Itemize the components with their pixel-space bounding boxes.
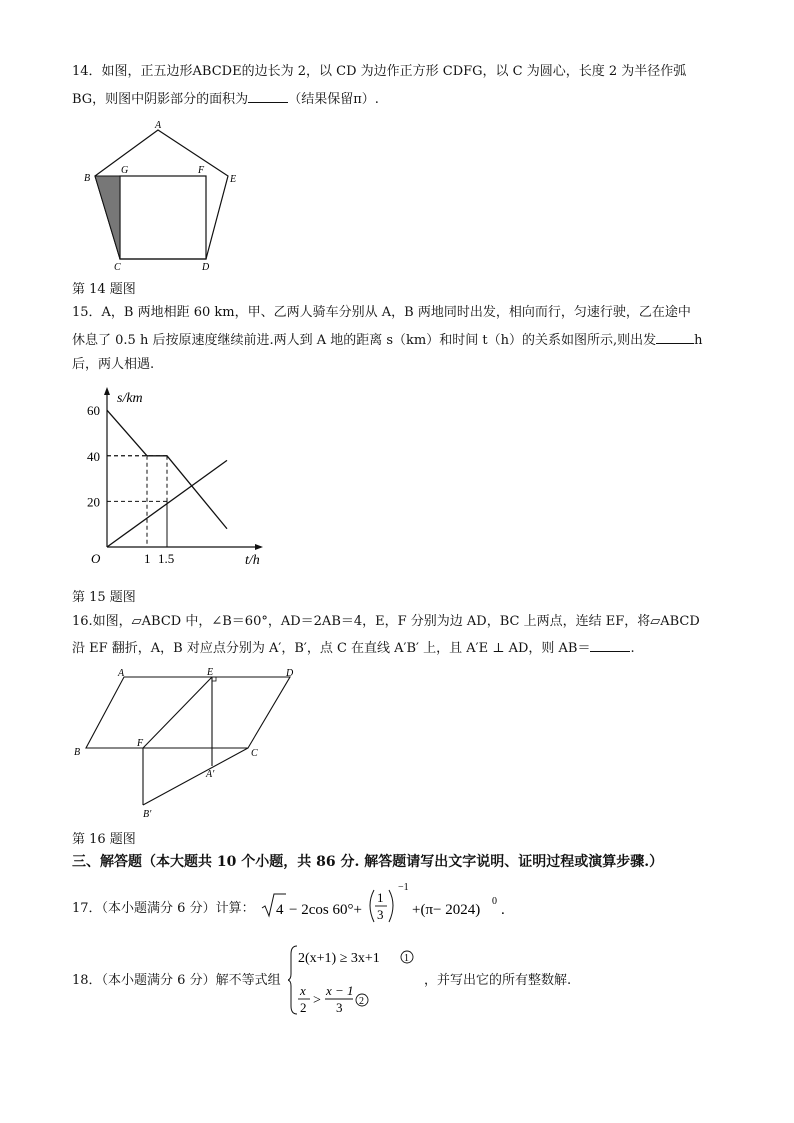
q17-term-cos: − 2cos 60°+ <box>289 902 362 918</box>
q15-caption: 第 15 题图 <box>72 590 136 605</box>
parallelogram-abcd <box>86 677 290 748</box>
q16-line1: 16.如图，▱ABCD 中，∠B＝60°，AD＝2AB＝4，E，F 分别为边 AD，BC 上两点，连结 EF，将▱ABCD <box>72 614 700 629</box>
label-D: D <box>286 668 294 679</box>
q16-line2 <box>72 638 635 658</box>
q14-line2 <box>72 89 379 109</box>
ineq2-gt: > <box>313 993 321 1008</box>
label-E: E <box>207 667 214 678</box>
circled-1-label: 1 <box>404 953 409 964</box>
q17-term-4: 4 <box>276 902 284 918</box>
answer-blank-q14 <box>248 89 288 103</box>
section-3-title: 三、解答题（本大题共 10 个小题，共 86 分. 解答题请写出文字说明、证明过程或演算步骤.） <box>72 854 664 870</box>
y-tick-label: 60 <box>87 403 100 419</box>
y-tick-label: 40 <box>87 448 100 464</box>
q17-prefix: 17．（本小题满分 6 分）计算： <box>72 901 255 916</box>
q16-line2-after: . <box>630 641 635 656</box>
x-axis-arrow <box>255 544 263 550</box>
y-tick-label: 20 <box>87 494 100 510</box>
y-axis-arrow <box>104 387 110 395</box>
label-A: A <box>155 120 162 131</box>
answer-blank-q16 <box>590 638 630 652</box>
label-F: F <box>137 738 144 749</box>
left-brace <box>288 946 297 1014</box>
q18-suffix: ，并写出它的所有整数解. <box>424 973 572 988</box>
segment-b2c <box>143 748 248 805</box>
q14-line2-before: BG，则图中阴影部分的面积为 <box>72 92 249 107</box>
q14-line1: 14．如图，正五边形ABCDE的边长为 2，以 CD 为边作正方形 CDFG，以 C 为圆心，长度 2 为半径作弧 <box>72 64 687 79</box>
ineq2-num-left: x <box>300 983 306 998</box>
label-A-prime: A′ <box>206 769 215 780</box>
label-B: B <box>84 173 91 184</box>
label-B-prime: B′ <box>143 809 152 820</box>
label-D: D <box>202 262 210 273</box>
ineq2-num-right: x − 1 <box>326 983 354 998</box>
pentagon-figure <box>80 118 250 276</box>
q15-line1: 15．A，B 两地相距 60 km，甲、乙两人骑车分别从 A，B 两地同时出发，相向而行，匀速行驶，乙在途中 <box>72 305 691 320</box>
parallelogram-figure <box>70 665 310 823</box>
square-cdfg <box>120 176 206 259</box>
shaded-region <box>95 176 120 259</box>
q18-prefix: 18．（本小题满分 6 分）解不等式组 <box>72 973 281 988</box>
ineq2-den-left: 2 <box>300 1000 307 1015</box>
label-C: C <box>251 748 258 759</box>
q17-suffix: . <box>501 902 505 918</box>
right-paren <box>389 890 393 922</box>
answer-blank-q15 <box>656 330 694 344</box>
x-tick-label: 1.5 <box>158 551 175 566</box>
q15-line2 <box>72 330 702 350</box>
q14-line2-after: （结果保留π）. <box>288 92 379 107</box>
origin-label: O <box>91 551 101 566</box>
x-axis-label: t/h <box>245 553 260 568</box>
label-G: G <box>121 165 129 176</box>
x-tick-label: 1 <box>144 551 151 566</box>
label-E: E <box>230 174 237 185</box>
q17-expression <box>256 880 506 930</box>
q17-exponent-zero: 0 <box>492 896 497 907</box>
left-paren <box>370 890 374 922</box>
q16-caption: 第 16 题图 <box>72 832 136 847</box>
q18-inequality-system <box>288 942 418 1018</box>
label-C: C <box>114 262 121 273</box>
distance-time-chart <box>80 382 280 572</box>
label-A: A <box>118 668 125 679</box>
label-B: B <box>74 747 81 758</box>
circled-2-label: 2 <box>359 996 364 1007</box>
q15-line2-end: h <box>694 333 703 348</box>
fold-line-ef <box>143 677 212 748</box>
y-axis-label: s/km <box>117 391 143 406</box>
q15-line3: 后，两人相遇. <box>72 357 155 372</box>
q17-exponent: −1 <box>398 882 409 893</box>
ineq2-den-right: 3 <box>336 1000 343 1015</box>
q17-term-pi: +(π− 2024) <box>412 902 481 918</box>
q15-line2-text: 休息了 0.5 h 后按原速度继续前进.两人到 A 地的距离 s（km）和时间 t（h）的关系如图所示,则出发 <box>72 333 657 348</box>
label-F: F <box>198 165 205 176</box>
q14-caption: 第 14 题图 <box>72 282 136 297</box>
q17-numerator: 1 <box>377 890 384 905</box>
q17-denominator: 3 <box>377 907 384 922</box>
inequality-1: 2(x+1) ≥ 3x+1 <box>298 951 380 966</box>
q16-line2-before: 沿 EF 翻折，A，B 对应点分别为 A′，B′，点 C 在直线 A′B′ 上，且 A′E ⊥ AD，则 AB＝ <box>72 641 591 656</box>
